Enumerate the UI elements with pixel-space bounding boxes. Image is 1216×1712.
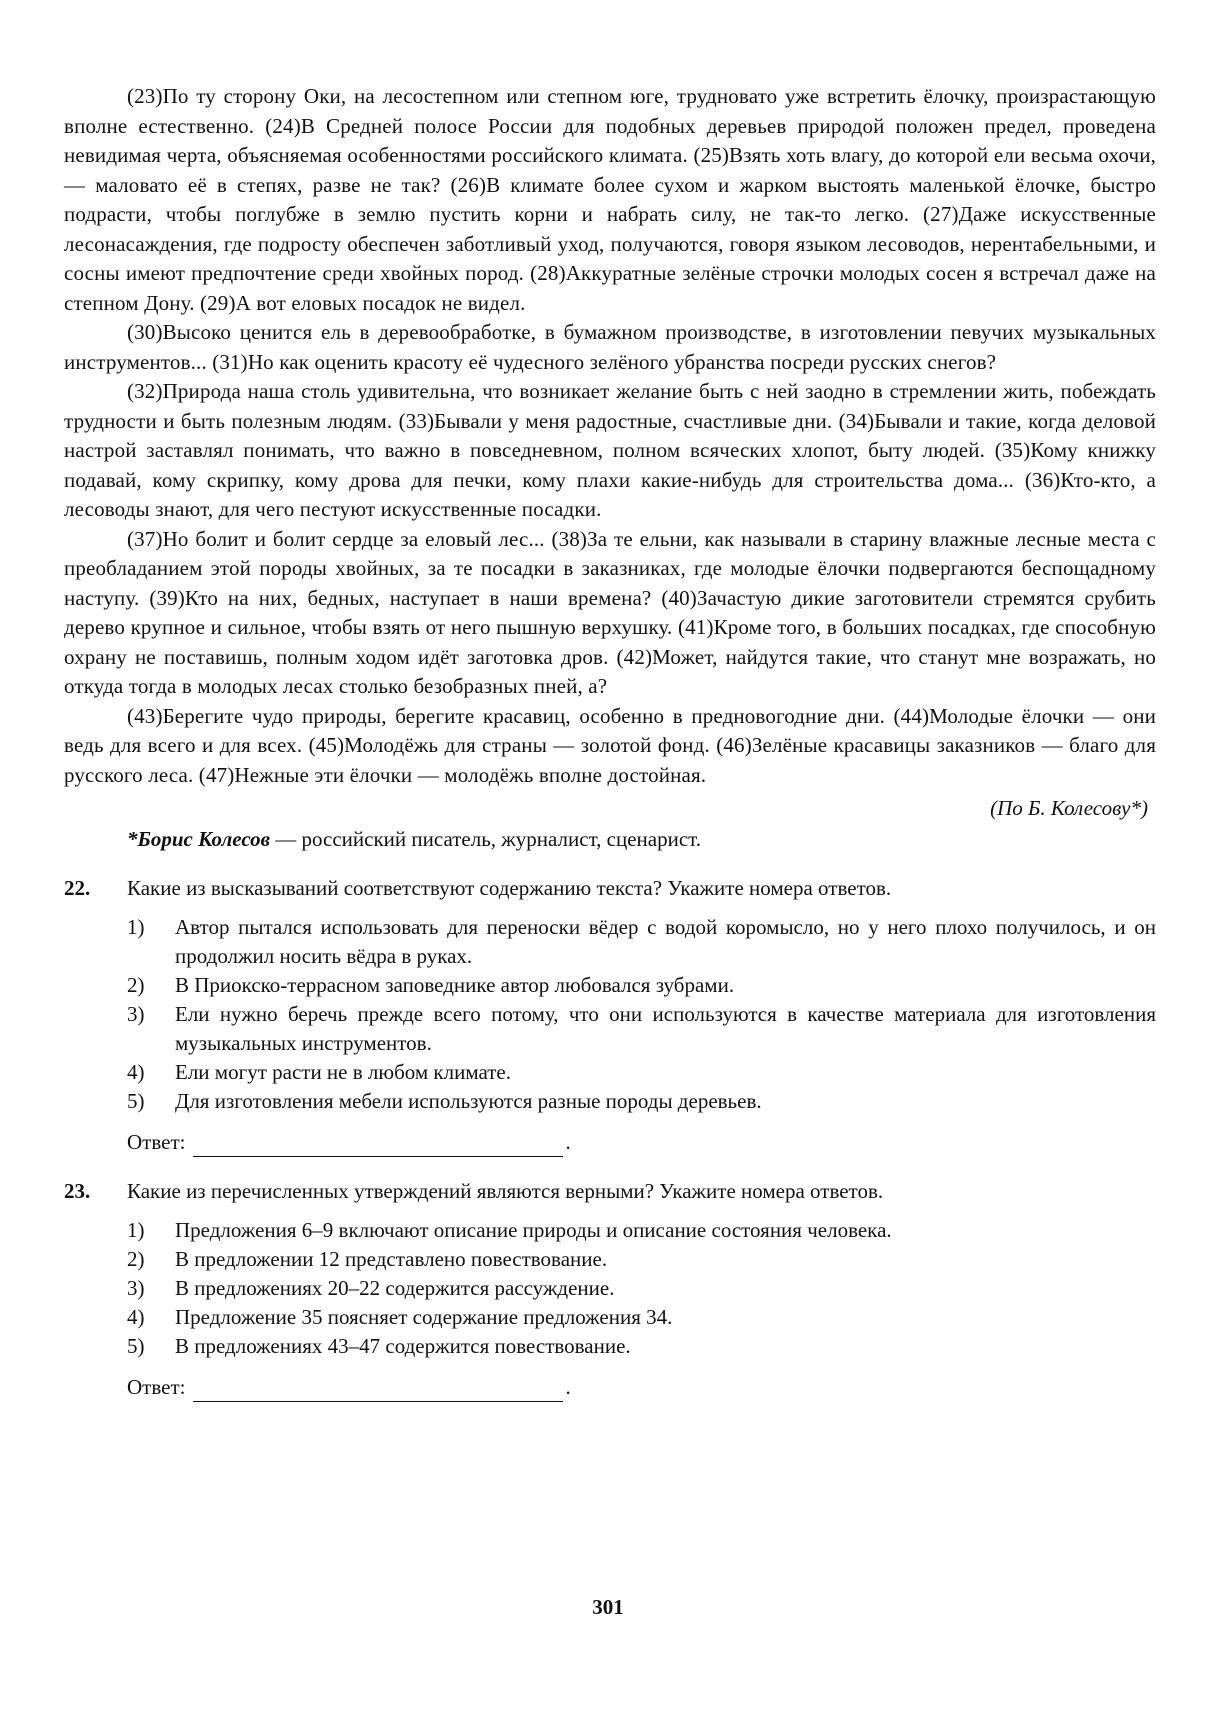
option-text: Предложения 6–9 включают описание природы и описание состояния человека. bbox=[175, 1218, 892, 1242]
options-list bbox=[64, 913, 1156, 1116]
answer-field[interactable] bbox=[193, 1377, 563, 1402]
option-text: Автор пытался использовать для переноски вёдер с водой коромысло, но у него плохо получилось, и он продолжил носить вёдра в руках. bbox=[175, 915, 1156, 968]
option-item bbox=[127, 1087, 1156, 1116]
task-number: 22. bbox=[64, 876, 91, 900]
option-number: 1) bbox=[127, 1218, 145, 1242]
option-item bbox=[127, 1058, 1156, 1087]
option-number: 2) bbox=[127, 973, 145, 997]
paragraph: (32)Природа наша столь удивительна, что возникает желание быть с ней заодно в стремлении жить, побеждать трудности и быть полезным людям. (33)Бывали у меня радостные, счастливые дни. (34)Бывали и такие, когда деловой настрой заставлял понимать, что важно в повседневном, полном всяческих хлопот, быту людей. (35)Кому книжку подавай, кому скрипку, кому дрова для печки, кому плахи какие-нибудь для строительства дома... (36)Кто-кто, а лесоводы знают, для чего пестуют искусственные посадки. bbox=[64, 379, 1156, 521]
footnote-author: *Борис Колесов bbox=[127, 827, 271, 851]
option-item bbox=[127, 1303, 1156, 1332]
option-text: Для изготовления мебели используются разные породы деревьев. bbox=[175, 1089, 762, 1113]
task-number: 23. bbox=[64, 1179, 91, 1203]
option-item bbox=[127, 971, 1156, 1000]
document-page bbox=[64, 82, 1156, 1402]
task-question: Какие из перечисленных утверждений являются верными? Укажите номера ответов. bbox=[127, 1179, 884, 1203]
option-item bbox=[127, 1000, 1156, 1058]
option-number: 5) bbox=[127, 1334, 145, 1358]
task-question: Какие из высказываний соответствуют содержанию текста? Укажите номера ответов. bbox=[127, 876, 892, 900]
paragraph: (37)Но болит и болит сердце за еловый лес... (38)За те ельни, как называли в старину влажные лесные места с преобладанием этой породы хвойных, за те посадки в заказниках, где молодые ёлочки подвергаются беспощадному наступу. (39)Кто на них, бедных, наступает в наши времена? (40)Зачастую дикие заготовители стремятся срубить дерево крупное и сильное, чтобы взять от него пышную верхушку. (41)Кроме того, в больших посадках, где способную охрану не поставишь, полным ходом идёт заготовка дров. (42)Может, найдутся такие, что станут мне возражать, но откуда тогда в молодых лесах столько безобразных пней, а? bbox=[64, 526, 1156, 698]
option-number: 3) bbox=[127, 1002, 145, 1026]
option-item bbox=[127, 1216, 1156, 1245]
footnote bbox=[64, 825, 1156, 854]
main-text bbox=[64, 82, 1156, 790]
option-number: 4) bbox=[127, 1060, 145, 1084]
paragraph: (30)Высоко ценится ель в деревообработке, в бумажном производстве, в изготовлении певучих музыкальных инструментов... (31)Но как оценить красоту её чудесного зелёного убранства посреди русских снегов? bbox=[64, 320, 1156, 374]
option-number: 4) bbox=[127, 1305, 145, 1329]
option-text: В предложениях 20–22 содержится рассуждение. bbox=[175, 1276, 615, 1300]
option-text: Предложение 35 поясняет содержание предложения 34. bbox=[175, 1305, 673, 1329]
option-item bbox=[127, 1274, 1156, 1303]
answer-row bbox=[127, 1373, 1156, 1402]
answer-row bbox=[127, 1128, 1156, 1157]
option-number: 1) bbox=[127, 915, 145, 939]
page-number: 301 bbox=[592, 1595, 624, 1619]
option-text: В предложении 12 представлено повествование. bbox=[175, 1247, 608, 1271]
text-source: (По Б. Колесову*) bbox=[990, 796, 1148, 820]
answer-label: Ответ: bbox=[127, 1375, 186, 1399]
paragraph: (23)По ту сторону Оки, на лесостепном или степном юге, трудновато уже встретить ёлочку, произрастающую вполне естественно. (24)В Средней полосе России для подобных деревьев природой положен предел, проведена невидимая черта, объясняемая особенностями российского климата. (25)Взять хоть влагу, до которой ели весьма охочи, — маловато её в степях, разве не так? (26)В климате более сухом и жарком выстоять маленькой ёлочке, быстро подрасти, чтобы поглубже в землю пустить корни и набрать силу, не так-то легко. (27)Даже искусственные лесонасаждения, где подросту обеспечен заботливый уход, получаются, говоря языком лесоводов, нерентабельными, и сосны имеют предпочтение среди хвойных пород. (28)Аккуратные зелёные строчки молодых сосен я встречал даже на степном Дону. (29)А вот еловых посадок не видел. bbox=[64, 84, 1156, 315]
answer-period: . bbox=[565, 1130, 571, 1154]
answer-period: . bbox=[565, 1375, 571, 1399]
option-item bbox=[127, 1332, 1156, 1361]
option-text: В Приокско-террасном заповеднике автор любовался зубрами. bbox=[175, 973, 735, 997]
options-list bbox=[64, 1216, 1156, 1361]
option-text: В предложениях 43–47 содержится повествование. bbox=[175, 1334, 631, 1358]
answer-label: Ответ: bbox=[127, 1130, 186, 1154]
option-text: Ели нужно беречь прежде всего потому, что они используются в качестве материала для изготовления музыкальных инструментов. bbox=[175, 1002, 1156, 1055]
footnote-description: — российский писатель, журналист, сценарист. bbox=[270, 827, 702, 851]
paragraph: (43)Берегите чудо природы, берегите красавиц, особенно в предновогодние дни. (44)Молодые ёлочки — они ведь для всего и для всех. (45)Молодёжь для страны — золотой фонд. (46)Зелёные красавицы заказников — благо для русского леса. (47)Нежные эти ёлочки — молодёжь вполне достойная. bbox=[64, 703, 1156, 787]
option-number: 3) bbox=[127, 1276, 145, 1300]
option-text: Ели могут расти не в любом климате. bbox=[175, 1060, 511, 1084]
answer-field[interactable] bbox=[193, 1132, 563, 1157]
task-22 bbox=[64, 874, 1156, 1157]
option-number: 5) bbox=[127, 1089, 145, 1113]
option-number: 2) bbox=[127, 1247, 145, 1271]
option-item bbox=[127, 913, 1156, 971]
task-23 bbox=[64, 1177, 1156, 1402]
option-item bbox=[127, 1245, 1156, 1274]
